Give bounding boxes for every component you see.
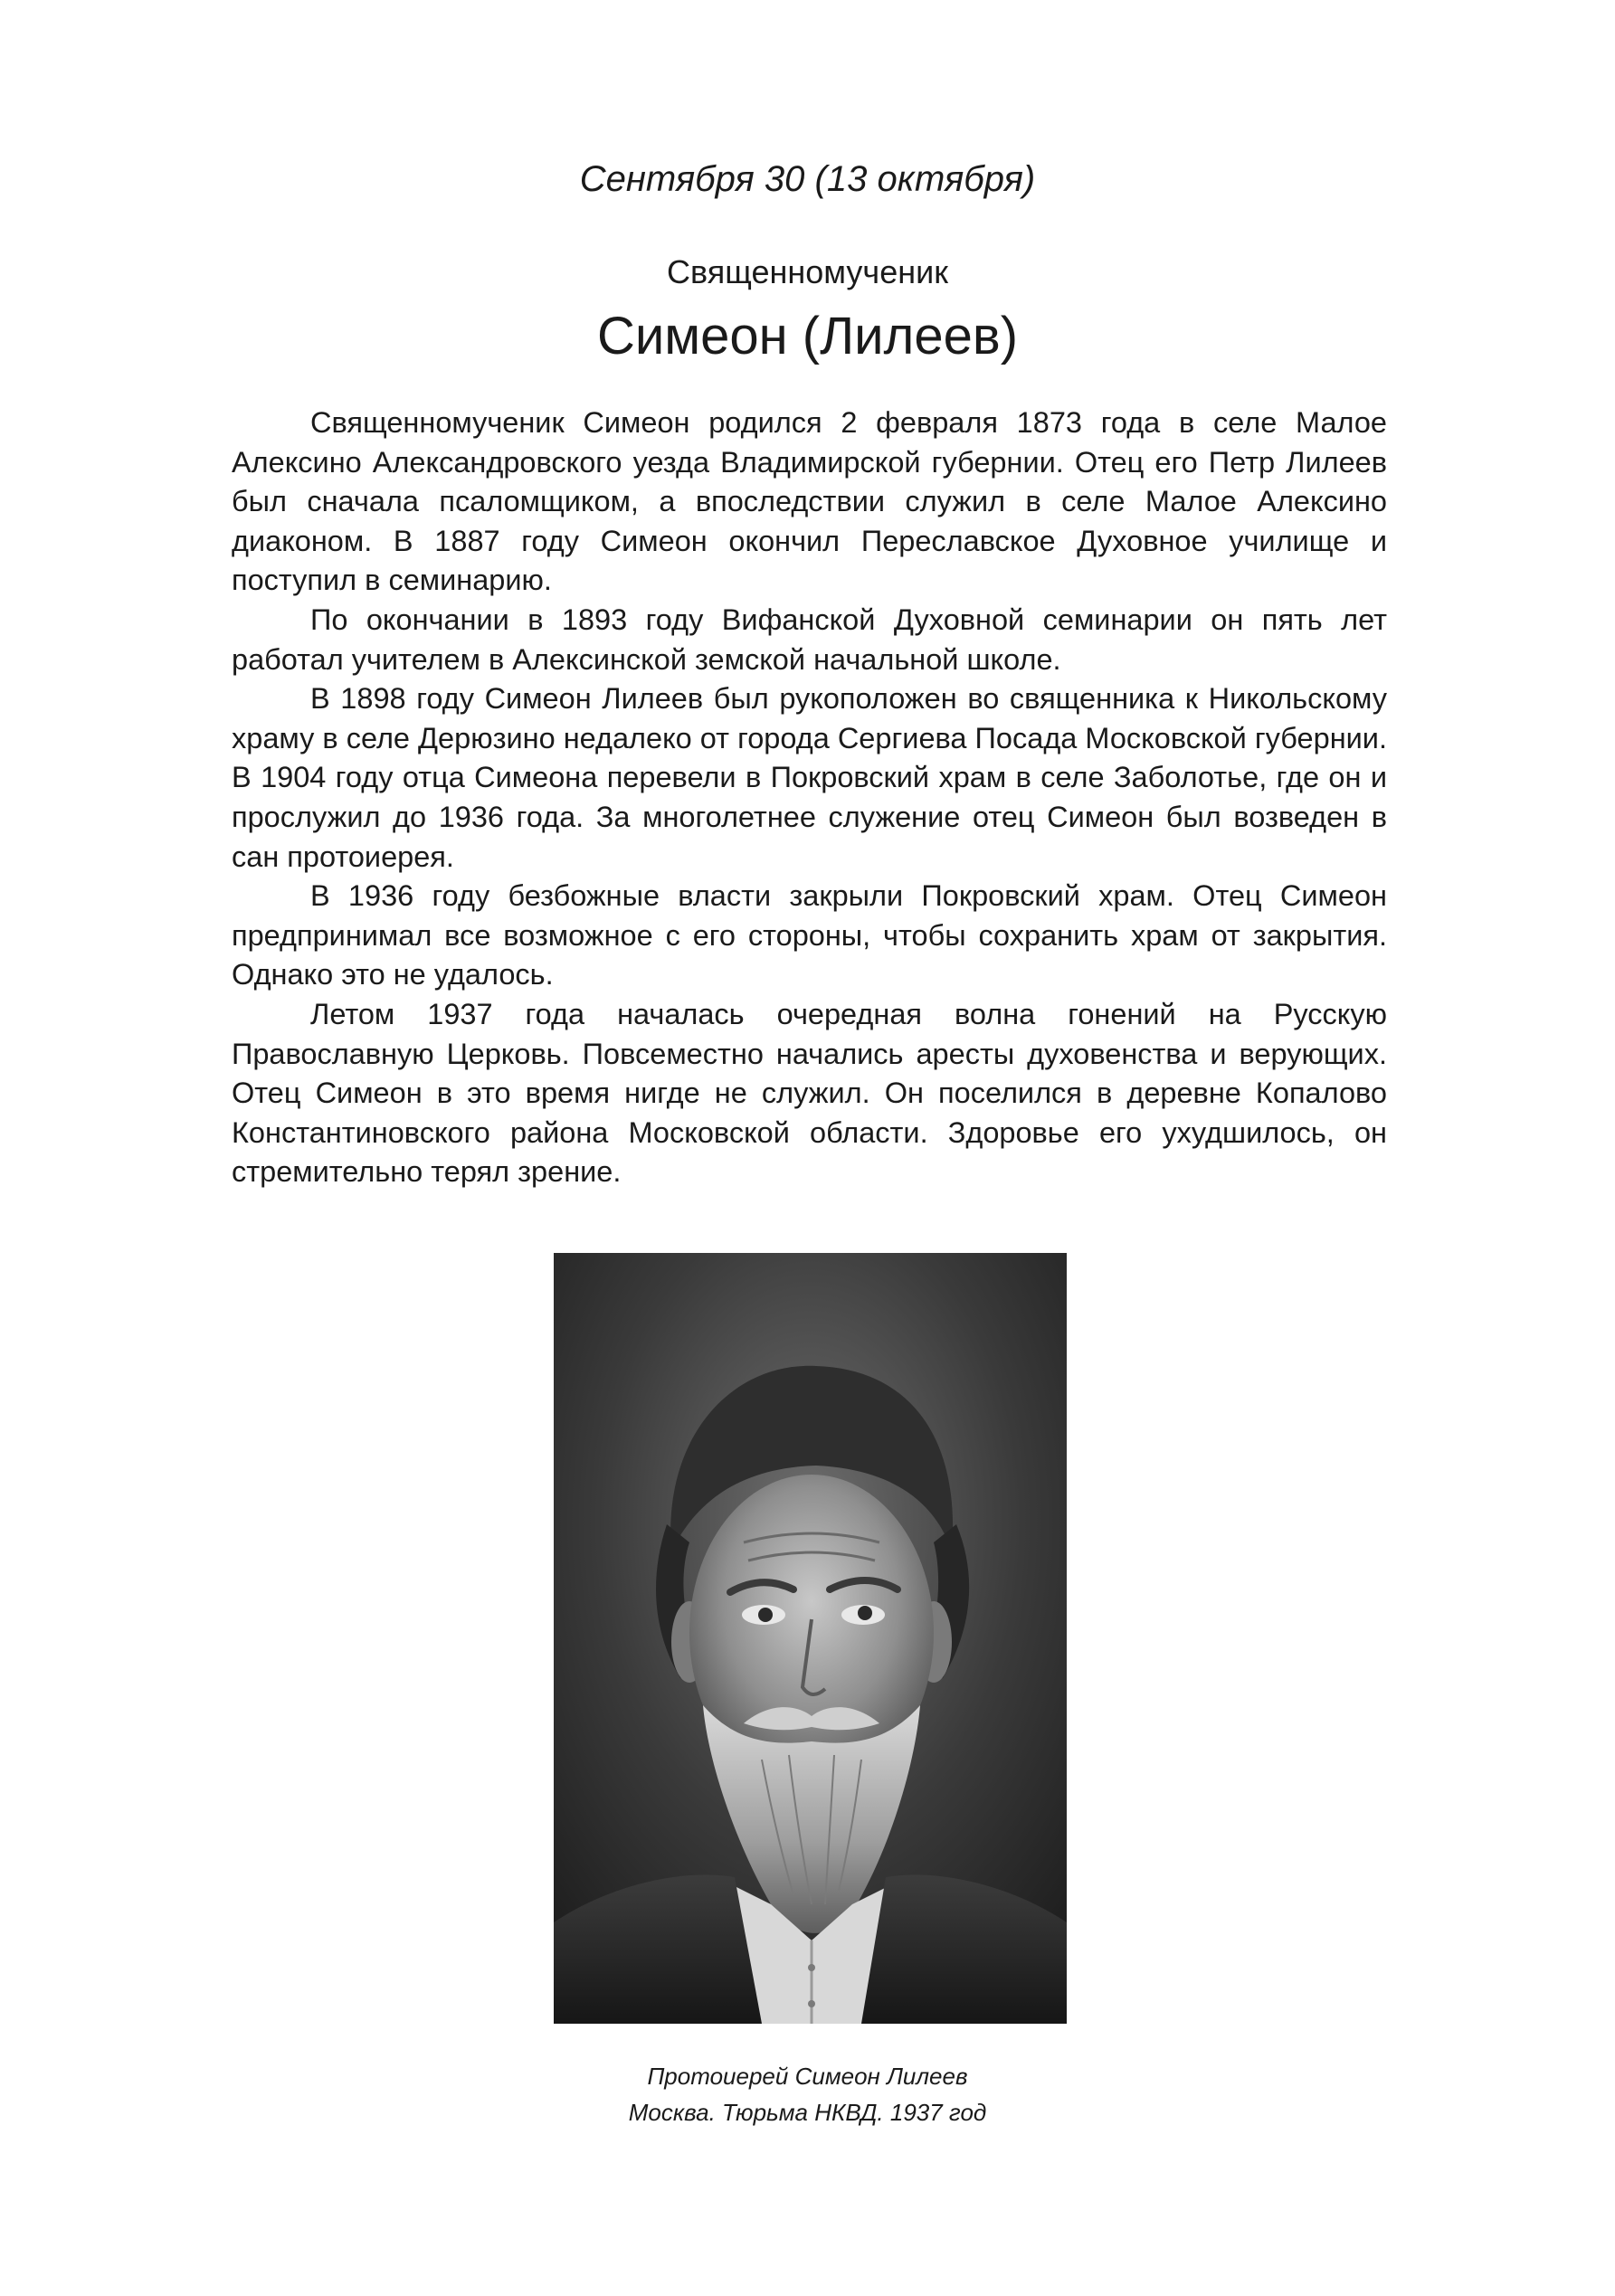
feast-date: Сентября 30 (13 октября) [579, 159, 1036, 199]
saint-rank: Священномученик [667, 253, 948, 290]
biography-text [232, 403, 1387, 1192]
portrait-photo [554, 1253, 1067, 2024]
photo-caption [0, 2058, 1615, 2130]
paragraph: В 1936 году безбожные власти закрыли Покровский храм. Отец Симеон предпринимал все возможное с его стороны, чтобы сохранить храм от закрытия. Однако это не удалось. [232, 879, 1387, 991]
caption-line: Протоиерей Симеон Лилеев [647, 2063, 968, 2090]
caption-line: Москва. Тюрьма НКВД. 1937 год [628, 2099, 987, 2126]
paragraph: В 1898 году Симеон Лилеев был рукоположен во священника к Никольскому храму в селе Дерюзино недалеко от города Сергиева Посада Московской губернии. В 1904 году отца Симеона перевели в Покровский храм в селе Заболотье, где он и прослужил до 1936 года. За многолетнее служение отец Симеон был возведен в сан протоиерея. [232, 682, 1387, 873]
paragraph: Священномученик Симеон родился 2 февраля 1873 года в селе Малое Алексино Александровского уезда Владимирской губернии. Отец его Петр Лилеев был сначала псаломщиком, а впоследствии служил в селе Малое Алексино диаконом. В 1887 году Симеон окончил Переславское Духовное училище и поступил в семинарию. [232, 406, 1387, 597]
saint-name: Симеон (Лилеев) [596, 307, 1019, 365]
portrait-illustration [554, 1253, 1067, 2024]
paragraph: По окончании в 1893 году Вифанской Духовной семинарии он пять лет работал учителем в Алексинской земской начальной школе. [232, 602, 1387, 676]
paragraph: Летом 1937 года началась очередная волна гонений на Русскую Православную Церковь. Повсеместно начались аресты духовенства и верующих. Отец Симеон в это время нигде не служил. Он поселился в деревне Копалово Константиновского района Московской области. Здоровье его ухудшилось, он стремительно терял зрение. [232, 997, 1387, 1189]
